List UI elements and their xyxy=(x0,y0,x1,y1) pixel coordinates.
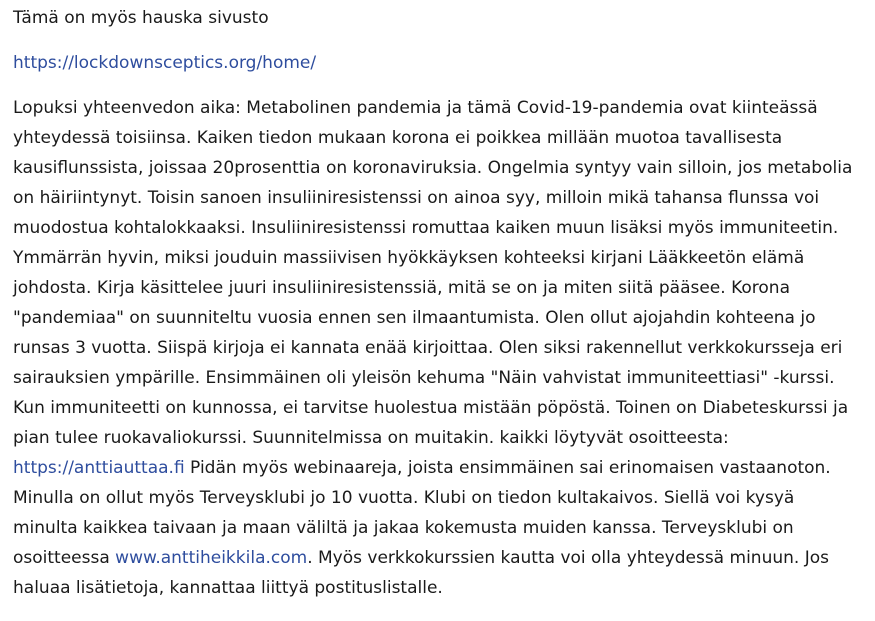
paragraph-line xyxy=(13,543,875,573)
paragraph-text: Minulla on ollut myös Terveysklubi jo 10 vuotta. Klubi on tiedon kultakaivos. Siellä voi kysyä xyxy=(13,488,795,508)
paragraph-text: "pandemiaa" on suunniteltu vuosia ennen sen ilmaantumista. Olen ollut ajojahdin kohteena jo xyxy=(13,308,816,328)
paragraph-line xyxy=(13,213,875,243)
inline-link[interactable]: https://anttiauttaa.fi xyxy=(13,458,185,478)
paragraph-text: osoitteessa xyxy=(13,548,116,568)
paragraph-text: . Myös verkkokurssien kautta voi olla yhteydessä minuun. Jos xyxy=(307,548,829,568)
article-content xyxy=(13,3,875,603)
paragraph-text: yhteydessä toisiinsa. Kaiken tiedon mukaan korona ei poikkea millään muotoa tavallisesta xyxy=(13,128,783,148)
paragraph-line xyxy=(13,393,875,423)
paragraph-line xyxy=(13,423,875,453)
paragraph-line xyxy=(13,93,875,123)
paragraph-text: sairauksien ympärille. Ensimmäinen oli yleisön kehuma "Näin vahvistat immuniteettiasi" -kurssi. xyxy=(13,368,835,388)
paragraph-line xyxy=(13,333,875,363)
paragraph-line xyxy=(13,123,875,153)
lockdownsceptics-link[interactable]: https://lockdownsceptics.org/home/ xyxy=(13,53,317,73)
paragraph-text: muodostua kohtalokkaaksi. Insuliiniresistenssi romuttaa kaiken muun lisäksi myös immuniteetin. xyxy=(13,218,839,238)
body-paragraph xyxy=(13,93,875,603)
intro-text: Tämä on myös hauska sivusto xyxy=(13,8,269,28)
paragraph-line xyxy=(13,243,875,273)
paragraph-line xyxy=(13,483,875,513)
paragraph-text: Pidän myös webinaareja, joista ensimmäinen sai erinomaisen vastaanoton. xyxy=(184,458,831,478)
spacer xyxy=(13,33,875,48)
paragraph-text: Ymmärrän hyvin, miksi jouduin massiivisen hyökkäyksen kohteeksi kirjani Lääkkeetön elämä xyxy=(13,248,805,268)
paragraph-line xyxy=(13,303,875,333)
paragraph-line xyxy=(13,363,875,393)
spacer xyxy=(13,78,875,93)
paragraph-text: haluaa lisätietoja, kannattaa liittyä postituslistalle. xyxy=(13,578,443,598)
paragraph-text: minulta kaikkea taivaan ja maan väliltä ja jakaa kokemusta muiden kanssa. Terveysklubi on xyxy=(13,518,794,538)
paragraph-line xyxy=(13,273,875,303)
paragraph-line xyxy=(13,153,875,183)
paragraph-line xyxy=(13,453,875,483)
paragraph-text: runsas 3 vuotta. Siispä kirjoja ei kannata enää kirjoittaa. Olen siksi rakennellut verkkokursseja eri xyxy=(13,338,843,358)
paragraph-text: kausiflunssista, joissaa 20prosenttia on koronaviruksia. Ongelmia syntyy vain silloin, jos metabolia xyxy=(13,158,853,178)
paragraph-text: Lopuksi yhteenvedon aika: Metabolinen pandemia ja tämä Covid-19-pandemia ovat kiinteässä xyxy=(13,98,818,118)
paragraph-text: Kun immuniteetti on kunnossa, ei tarvitse huolestua mistään pöpöstä. Toinen on Diabeteskurssi ja xyxy=(13,398,849,418)
intro-link-line xyxy=(13,48,875,78)
paragraph-line xyxy=(13,573,875,603)
paragraph-line xyxy=(13,513,875,543)
paragraph-line xyxy=(13,183,875,213)
paragraph-text: on häiriintynyt. Toisin sanoen insuliiniresistenssi on ainoa syy, milloin mikä tahansa flunssa voi xyxy=(13,188,820,208)
inline-link[interactable]: www.anttiheikkila.com xyxy=(115,548,308,568)
paragraph-text: johdosta. Kirja käsittelee juuri insuliiniresistenssiä, mitä se on ja miten siitä pääsee. Korona xyxy=(13,278,790,298)
paragraph-text: pian tulee ruokavaliokurssi. Suunnitelmissa on muitakin. kaikki löytyvät osoitteesta: xyxy=(13,428,729,448)
